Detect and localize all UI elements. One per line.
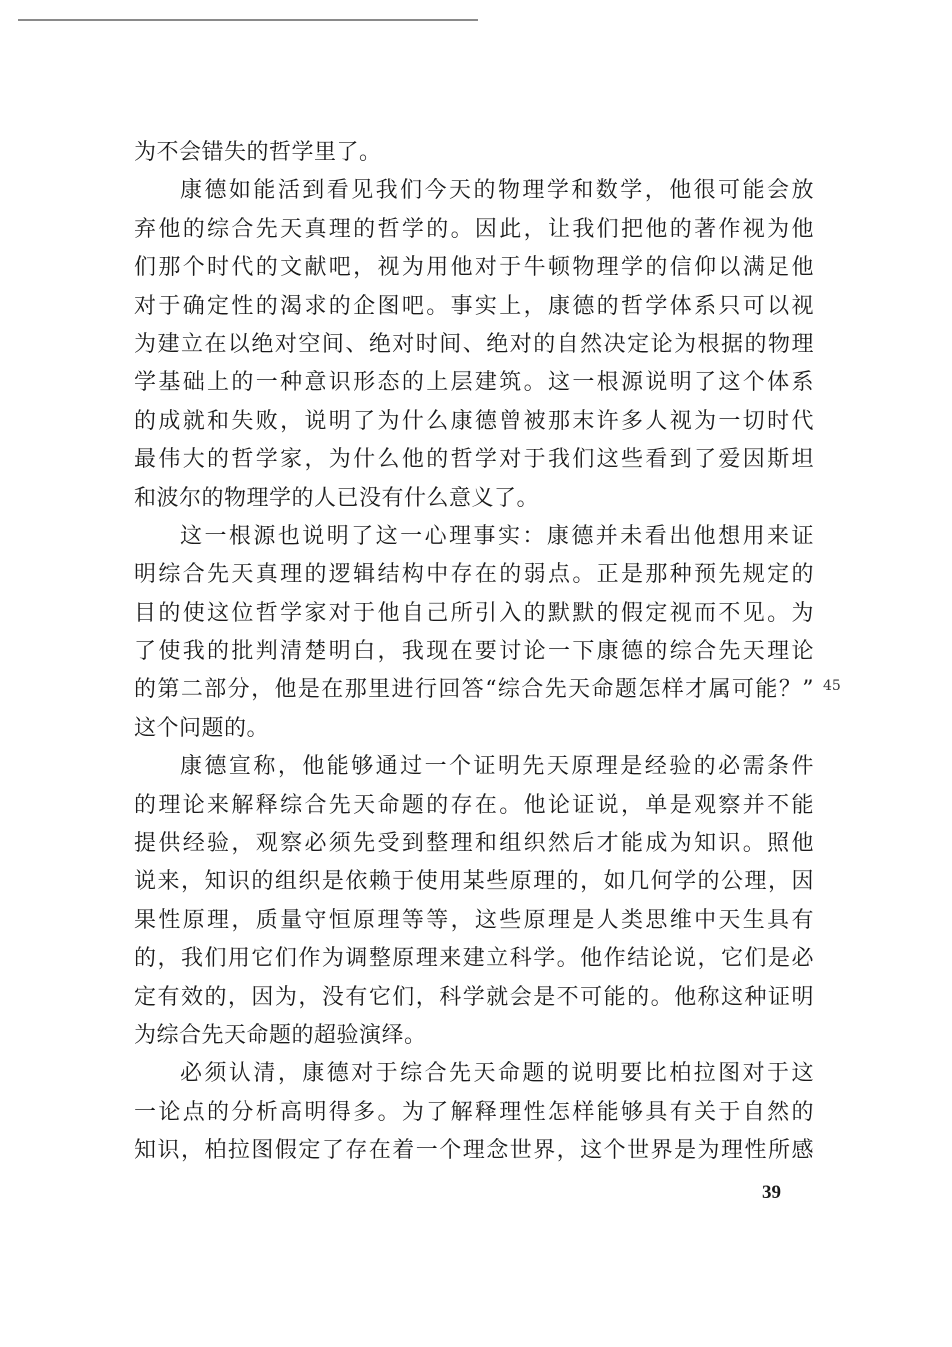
text-line: 康德宣称，他能够通过一个证明先天原理是经验的必需条件 — [180, 754, 814, 780]
text-line: 的理论来解释综合先天命题的存在。他论证说，单是观察并不能 — [134, 792, 814, 818]
text-line: 弃他的综合先天真理的哲学的。因此，让我们把他的著作视为他 — [134, 216, 814, 242]
text-line: 对于确定性的渴求的企图吧。事实上，康德的哲学体系只可以视 — [134, 293, 814, 319]
text-body — [134, 134, 814, 1171]
text-line: 了使我的批判清楚明白，我现在要讨论一下康德的综合先天理论 — [134, 639, 814, 665]
text-line: 和波尔的物理学的人已没有什么意义了。 — [134, 485, 540, 511]
text-line: 的成就和失败，说明了为什么康德曾被那末许多人视为一切时代 — [134, 408, 814, 434]
margin-page-marker: 45 — [823, 678, 841, 694]
text-line: 说来，知识的组织是依赖于使用某些原理的，如几何学的公理，因 — [134, 869, 814, 895]
text-line: 学基础上的一种意识形态的上层建筑。这一根源说明了这个体系 — [134, 370, 814, 396]
text-line: 这个问题的。 — [134, 715, 270, 741]
text-line: 果性原理，质量守恒原理等等，这些原理是人类思维中天生具有 — [134, 907, 814, 933]
text-line: 目的使这位哲学家对于他自己所引入的默默的假定视而不见。为 — [134, 600, 814, 626]
text-line: 为综合先天命题的超验演绎。 — [134, 1022, 427, 1048]
text-line: 一论点的分析高明得多。为了解释理性怎样能够具有关于自然的 — [134, 1099, 814, 1125]
text-line: 明综合先天真理的逻辑结构中存在的弱点。正是那种预先规定的 — [134, 562, 814, 588]
text-line: 提供经验，观察必须先受到整理和组织然后才能成为知识。照他 — [134, 831, 814, 857]
text-line: 康德如能活到看见我们今天的物理学和数学，他很可能会放 — [180, 178, 814, 204]
text-line: 的，我们用它们作为调整原理来建立科学。他作结论说，它们是必 — [134, 946, 814, 972]
text-line: 们那个时代的文献吧，视为用他对于牛顿物理学的信仰以满足他 — [134, 255, 814, 281]
page-number: 39 — [762, 1182, 781, 1203]
text-line: 为不会错失的哲学里了。 — [134, 140, 382, 165]
text-line: 知识，柏拉图假定了存在着一个理念世界，这个世界是为理性所感 — [134, 1138, 814, 1164]
text-line: 这一根源也说明了这一心理事实：康德并未看出他想用来证 — [180, 523, 814, 549]
text-line: 的第二部分，他是在那里进行回答“综合先天命题怎样才属可能？” — [134, 677, 814, 703]
text-line: 最伟大的哲学家，为什么他的哲学对于我们这些看到了爱因斯坦 — [134, 447, 814, 473]
text-line: 必须认清，康德对于综合先天命题的说明要比柏拉图对于这 — [180, 1061, 814, 1087]
text-line: 定有效的，因为，没有它们，科学就会是不可能的。他称这种证明 — [134, 984, 814, 1010]
header-rule — [18, 19, 478, 21]
text-line: 为建立在以绝对空间、绝对时间、绝对的自然决定论为根据的物理 — [134, 331, 814, 357]
